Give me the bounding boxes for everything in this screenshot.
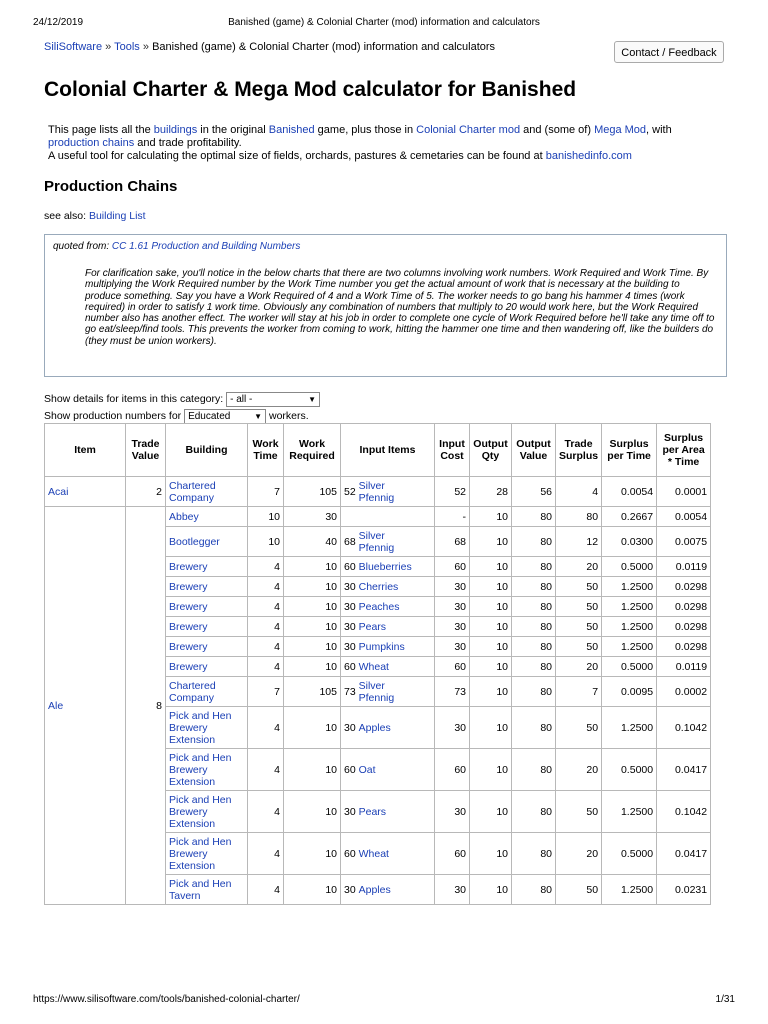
surplus-per-time: 1.2500 [602,791,657,833]
surplus-per-time: 1.2500 [602,707,657,749]
work-required: 10 [284,597,341,617]
surplus-per-time: 0.5000 [602,749,657,791]
work-time: 10 [248,507,284,527]
output-value: 80 [512,577,556,597]
trade-surplus: 50 [556,577,602,597]
quote-source-line: quoted from: CC 1.61 Production and Building Numbers [53,241,301,252]
surplus-per-area-time: 0.1042 [657,707,711,749]
output-qty: 10 [470,833,512,875]
column-header: Trade Value [126,424,166,477]
work-required: 105 [284,677,341,707]
input-cost: 73 [435,677,470,707]
trade-surplus: 50 [556,875,602,905]
trade-surplus: 50 [556,637,602,657]
breadcrumb-current: Banished (game) & Colonial Charter (mod) information and calculators [152,41,496,53]
surplus-per-area-time: 0.0417 [657,749,711,791]
input-qty: 52 [344,485,356,498]
input-qty: 30 [344,580,356,593]
input-item-link[interactable]: Apples [358,721,391,734]
work-time: 4 [248,577,284,597]
surplus-per-time: 0.5000 [602,833,657,875]
surplus-per-time: 0.2667 [602,507,657,527]
section-title: Production Chains [44,178,178,195]
surplus-per-area-time: 0.0298 [657,617,711,637]
work-required: 10 [284,875,341,905]
trade-surplus: 20 [556,833,602,875]
work-time: 4 [248,557,284,577]
trade-value: 8 [126,507,166,905]
input-item-link[interactable]: Cherries [358,580,399,593]
breadcrumb-separator: » [142,41,149,53]
building-link[interactable]: Chartered Company [169,679,216,704]
trade-value: 2 [126,477,166,507]
work-time: 4 [248,617,284,637]
output-qty: 10 [470,677,512,707]
input-qty: 60 [344,847,356,860]
input-item-link[interactable]: Silver Pfennig [358,679,395,704]
column-header: Surplus per Area * Time [657,424,711,477]
input-qty: 30 [344,721,356,734]
work-time: 4 [248,833,284,875]
production-label: Show production numbers for [44,410,182,422]
output-qty: 10 [470,507,512,527]
work-required: 10 [284,833,341,875]
item-link[interactable]: Ale [48,699,64,712]
trade-surplus: 12 [556,527,602,557]
input-cost: 30 [435,597,470,617]
buildings-link[interactable]: buildings [153,124,198,136]
surplus-per-time: 1.2500 [602,577,657,597]
input-cost: 30 [435,791,470,833]
building-link[interactable]: Pick and Hen Brewery Extension [169,751,232,788]
building-link[interactable]: Pick and Hen Tavern [169,877,232,902]
input-cost: 30 [435,577,470,597]
work-required: 105 [284,477,341,507]
column-header: Work Time [248,424,284,477]
breadcrumb [44,41,495,53]
output-qty: 10 [470,875,512,905]
column-header: Item [45,424,126,477]
quote-source-link[interactable]: CC 1.61 Production and Building Numbers [111,241,301,252]
work-required: 30 [284,507,341,527]
surplus-per-area-time: 0.0417 [657,833,711,875]
surplus-per-area-time: 0.0119 [657,657,711,677]
input-item-link[interactable]: Peaches [358,600,400,613]
input-item-link[interactable]: Apples [358,883,391,896]
trade-surplus: 20 [556,557,602,577]
column-header: Output Qty [470,424,512,477]
colonial-charter-link[interactable]: Colonial Charter mod [416,124,521,136]
quote-box [44,234,727,377]
work-time: 10 [248,527,284,557]
output-qty: 10 [470,617,512,637]
work-required: 10 [284,617,341,637]
building-link[interactable]: Abbey [169,510,199,523]
surplus-per-area-time: 0.0001 [657,477,711,507]
column-header: Output Value [512,424,556,477]
trade-surplus: 50 [556,707,602,749]
input-cost: 30 [435,617,470,637]
surplus-per-time: 0.0054 [602,477,657,507]
work-required: 10 [284,791,341,833]
input-qty: 60 [344,560,356,573]
input-cost: 30 [435,875,470,905]
building-link[interactable]: Pick and Hen Brewery Extension [169,709,232,746]
output-value: 80 [512,749,556,791]
trade-surplus: 4 [556,477,602,507]
surplus-per-time: 1.2500 [602,597,657,617]
trade-surplus: 80 [556,507,602,527]
input-cost: 60 [435,657,470,677]
surplus-per-time: 0.0095 [602,677,657,707]
building-link[interactable]: Brewery [169,640,208,653]
production-table [44,423,711,905]
work-time: 4 [248,657,284,677]
contact-feedback-button[interactable]: Contact / Feedback [614,41,724,63]
input-item-link[interactable]: Silver Pfennig [358,529,395,554]
trade-surplus: 50 [556,791,602,833]
work-required: 40 [284,527,341,557]
output-qty: 10 [470,657,512,677]
surplus-per-time: 1.2500 [602,617,657,637]
building-link[interactable]: Chartered Company [169,479,216,504]
output-value: 80 [512,557,556,577]
input-cost: - [435,507,470,527]
output-qty: 10 [470,527,512,557]
output-qty: 10 [470,577,512,597]
input-cost: 68 [435,527,470,557]
column-header: Trade Surplus [556,424,602,477]
table-header-row [45,424,711,477]
production-suffix: workers. [269,410,309,422]
surplus-per-area-time: 0.1042 [657,791,711,833]
output-qty: 10 [470,557,512,577]
work-time: 4 [248,707,284,749]
output-qty: 10 [470,637,512,657]
work-required: 10 [284,557,341,577]
output-qty: 10 [470,707,512,749]
print-page-number: 1/31 [715,994,735,1005]
building-link[interactable]: Brewery [169,620,208,633]
trade-surplus: 50 [556,617,602,637]
page-title: Colonial Charter & Mega Mod calculator for Banished [44,78,577,101]
output-value: 80 [512,657,556,677]
output-value: 80 [512,677,556,707]
building-link[interactable]: Pick and Hen Brewery Extension [169,793,232,830]
surplus-per-area-time: 0.0298 [657,577,711,597]
work-time: 4 [248,597,284,617]
building-link[interactable]: Pick and Hen Brewery Extension [169,835,232,872]
work-required: 10 [284,657,341,677]
building-link[interactable]: Bootlegger [169,535,220,548]
table-row [45,477,711,507]
production-chains-link[interactable]: production chains [48,137,135,149]
worker-type-select[interactable]: Educated ▼ [184,409,266,424]
print-header-title: Banished (game) & Colonial Charter (mod) information and calculators [228,17,540,28]
surplus-per-area-time: 0.0298 [657,597,711,617]
print-footer-url: https://www.silisoftware.com/tools/banished-colonial-charter/ [33,994,300,1005]
surplus-per-area-time: 0.0231 [657,875,711,905]
input-item-link[interactable]: Pears [358,805,387,818]
input-cost: 60 [435,749,470,791]
surplus-per-area-time: 0.0298 [657,637,711,657]
input-item-link[interactable]: Pears [358,620,387,633]
banishedinfo-link[interactable]: banishedinfo.com [545,150,632,162]
banished-link[interactable]: Banished [268,124,315,136]
input-cost: 60 [435,557,470,577]
input-item-link[interactable]: Oat [358,763,376,776]
intro-text: This page lists all the buildings in the original Banished game, plus those in Colonial Charter mod and (some of) Mega Mod, with production chains and trade profitability. A useful tool for calculating the optimal size of fields, orchards, pastures & cemetaries can be found at banishedinfo.com [48,124,672,162]
building-list-link[interactable]: Building List [88,210,146,222]
column-header: Work Required [284,424,341,477]
column-header: Building [166,424,248,477]
trade-surplus: 20 [556,749,602,791]
work-time: 4 [248,637,284,657]
output-value: 80 [512,507,556,527]
output-qty: 28 [470,477,512,507]
building-link[interactable]: Brewery [169,600,208,613]
breadcrumb-tools-link[interactable]: Tools [114,41,140,53]
column-header: Surplus per Time [602,424,657,477]
input-qty: 30 [344,600,356,613]
output-value: 80 [512,707,556,749]
output-value: 80 [512,597,556,617]
work-required: 10 [284,577,341,597]
output-qty: 10 [470,749,512,791]
building-link[interactable]: Brewery [169,660,208,673]
output-value: 80 [512,875,556,905]
surplus-per-area-time: 0.0054 [657,507,711,527]
output-value: 56 [512,477,556,507]
trade-surplus: 20 [556,657,602,677]
trade-surplus: 7 [556,677,602,707]
output-value: 80 [512,617,556,637]
building-link[interactable]: Brewery [169,560,208,573]
work-required: 10 [284,637,341,657]
surplus-per-area-time: 0.0119 [657,557,711,577]
input-qty: 73 [344,685,356,698]
input-item-link[interactable]: Wheat [358,847,389,860]
surplus-per-area-time: 0.0002 [657,677,711,707]
breadcrumb-siliSoftware-link[interactable]: SiliSoftware [44,41,103,53]
output-qty: 10 [470,597,512,617]
filters [44,391,320,425]
mega-mod-link[interactable]: Mega Mod [594,124,647,136]
building-link[interactable]: Brewery [169,580,208,593]
output-value: 80 [512,637,556,657]
input-item-link[interactable]: Wheat [358,660,389,673]
input-cost: 30 [435,637,470,657]
chevron-down-icon: ▼ [254,411,263,421]
quote-text: For clarification sake, you'll notice in the below charts that there are two columns involving work numbers. Work Required and Work Time. By multiplying the Work Required number by the Work Time number you get the actual amount of work that is necessary at the building to produce something. Say you have a Work Required of 4 and a Work Time of 5. The worker needs to go bang his hammer 4 times (work required) in order to satisfy 1 work time. Obviously any combination of numbers that multiply to 20 would work here, but the Work Required number also has another effect. The worker will stay at his job in order to complete one cycle of Work Required before he'll take any time off to go eat/sleep/find tools. This prevents the worker from coming to work, hitting the hammer one time and then wandering off, like the builders do (they must be union workers). [85,268,715,347]
input-qty: 30 [344,620,356,633]
chevron-down-icon: ▼ [308,394,317,404]
surplus-per-time: 0.0300 [602,527,657,557]
column-header: Input Cost [435,424,470,477]
output-value: 80 [512,833,556,875]
table-row [45,507,711,527]
input-qty: 30 [344,805,356,818]
work-time: 4 [248,791,284,833]
surplus-per-time: 1.2500 [602,637,657,657]
work-time: 4 [248,749,284,791]
input-qty: 68 [344,535,356,548]
input-qty: 60 [344,763,356,776]
input-qty: 30 [344,883,356,896]
trade-surplus: 50 [556,597,602,617]
output-value: 80 [512,791,556,833]
input-cost: 52 [435,477,470,507]
output-qty: 10 [470,791,512,833]
input-item-link[interactable]: Silver Pfennig [358,479,395,504]
column-header: Input Items [341,424,435,477]
input-item-link[interactable]: Blueberries [358,560,412,573]
work-required: 10 [284,707,341,749]
item-link[interactable]: Acai [48,485,69,498]
category-select[interactable]: - all - ▼ [226,392,320,407]
see-also: see also: Building List [44,210,146,222]
print-date: 24/12/2019 [33,17,84,28]
input-cost: 30 [435,707,470,749]
surplus-per-area-time: 0.0075 [657,527,711,557]
work-time: 7 [248,477,284,507]
work-time: 4 [248,875,284,905]
surplus-per-time: 0.5000 [602,657,657,677]
input-qty: 30 [344,640,356,653]
input-item-link[interactable]: Pumpkins [358,640,405,653]
work-required: 10 [284,749,341,791]
input-qty: 60 [344,660,356,673]
output-value: 80 [512,527,556,557]
breadcrumb-separator: » [105,41,112,53]
category-label: Show details for items in this category: [44,393,224,405]
surplus-per-time: 1.2500 [602,875,657,905]
work-time: 7 [248,677,284,707]
surplus-per-time: 0.5000 [602,557,657,577]
input-cost: 60 [435,833,470,875]
